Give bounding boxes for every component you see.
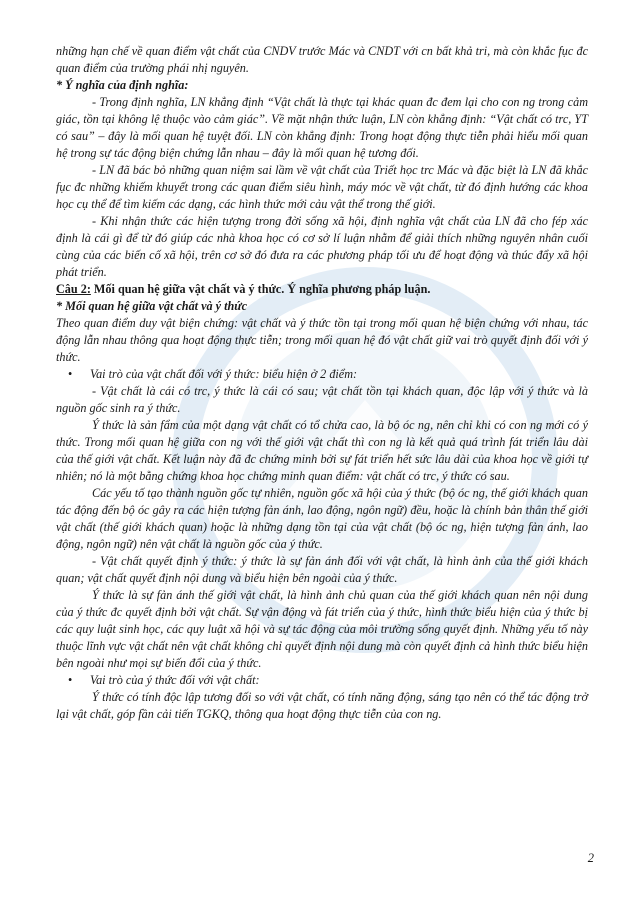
paragraph-consciousness-1: Ý thức có tính độc lập tương đối so với vật chất, có tính năng động, sáng tạo nên có thể tác động trở lại vật chất, góp fần cải tiến TGKQ, thông qua hoạt động thực tiễn của con ng. <box>56 690 588 721</box>
question-title: Mối quan hệ giữa vật chất và ý thức. Ý nghĩa phương pháp luận. <box>90 282 431 296</box>
bullet-item-matter-role <box>56 366 588 383</box>
section-heading-relation: * Mối quan hệ giữa vật chất và ý thức <box>56 299 247 313</box>
paragraph-relation: Theo quan điểm duy vật biện chứng: vật chất và ý thức tồn tại trong mối quan hệ biện chứng với nhau, tác động lẫn nhau thông qua hoạt động thực tiễn; trong mối quan hệ đó vật chất giữ vai trò quyết định đối với ý thức. <box>56 316 588 364</box>
paragraph-meaning-2: - LN đã bác bỏ những quan niệm sai lầm về vật chất của Triết học trc Mác và đặc biệt là LN đã khắc fục đc những khiếm khuyết trong các quan điểm siêu hình, máy móc về vật chất, từ đó định hướng các khoa học cụ thể để tìm kiếm các dạng, các hình thức mới cảu vật thể trong thế giới. <box>56 163 588 211</box>
page-number: 2 <box>587 851 594 865</box>
paragraph-meaning-3: - Khi nhận thức các hiện tượng trong đời sống xã hội, định nghĩa vật chất của LN đã cho fép xác định là cái gì để từ đó giúp các nhà khoa học có cơ sở lí luận nhằm để giải thích những nguyên nhân cuối cùng của các biến cố xã hội, trên cơ sở đó đưa ra các phương pháp tối ưu để hoạt động và thúc đẩy xã hội phát triển. <box>56 214 588 279</box>
paragraph-intro: những hạn chế về quan điểm vật chất của CNDV trước Mác và CNDT với cn bất khả tri, mà còn khắc fục đc quan điểm của trường phái nhị nguyên. <box>56 44 588 75</box>
paragraph-matter-3: Các yếu tố tạo thành nguồn gốc tự nhiên, nguồn gốc xã hội của ý thức (bộ óc ng, thế giới khách quan tác động đến bộ óc gây ra các hiện tượng fản ánh, lao động, ngôn ngữ) đều, hoặc là chính bản thân thế giới vật chất (thế giới khách quan) hoặc là những dạng tồn tại của vật chất (bộ óc ng, hiện tượng fản ánh, lao động, ngôn ngữ) nên vật chất là nguồn gốc của ý thức. <box>56 486 588 551</box>
bullet-text: Vai trò của ý thức đối với vật chất: <box>90 673 260 687</box>
bullet-text: Vai trò của vật chất đối với ý thức: biểu hiện ở 2 điểm: <box>90 367 358 381</box>
paragraph-matter-2: Ý thức là sản fẩm của một dạng vật chất có tổ chửa cao, là bộ óc ng, nên chỉ khi có con ng mới có ý thức. Trong mối quan hệ giữa con ng với thế giới vật chất thì con ng là kết quả quá trình fát triển lâu dài của thế giới vật chất. Kết luận này đã đc chứng minh bởi sự fát triển hết sức lâu dài của khoa học về giới tự nhiên; nó là một bằng chứng khoa học chứng minh quan điểm: vật chất có trc, ý thức có sau. <box>56 418 588 483</box>
bullet-icon: • <box>68 367 73 381</box>
paragraph-meaning-1: - Trong định nghĩa, LN khẳng định “Vật chất là thực tại khác quan đc đem lại cho con ng trong cảm giác, tồn tại không lệ thuộc vào cảm giác”. Về mặt nhận thức luận, LN còn khẳng định: “Vật chất có trc, YT có sau” – đây là mối quan hệ tuyệt đối. LN còn khẳng định: Trong hoạt động thực tiễn phải hiểu mối quan hệ trong sự tác động biện chứng lẫn nhau – đây là mối quan hệ tương đối. <box>56 95 588 160</box>
section-heading-meaning: * Ý nghĩa của định nghĩa: <box>56 78 189 92</box>
question-number: Câu 2: <box>56 282 91 296</box>
bullet-icon: • <box>68 673 73 687</box>
document-body <box>56 43 588 723</box>
question-heading <box>56 281 588 298</box>
bullet-item-consciousness-role <box>56 672 588 689</box>
paragraph-matter-5: Ý thức là sự fản ánh thế giới vật chất, là hình ảnh chủ quan của thế giới khách quan nên nội dung của ý thức đc quyết định bởi vật chất. Sự vận động và fát triển của ý thức, hình thức biểu hiện của ý thức bị các quy luật sinh học, các quy luật xã hội và sự tác động của môi trường sống quyết định. Những yếu tố này thuộc lĩnh vực vật chất nên vật chất không chỉ quyết định nội dung mà còn quyết định cả hình thức biểu hiện bên ngoài như mọi sự biến đổi của ý thức. <box>56 588 588 670</box>
paragraph-matter-4: - Vật chất quyết định ý thức: ý thức là sự fản ánh đối với vật chất, là hình ảnh của thế giới khách quan; vật chất quyết định nội dung và biểu hiện bên ngoài của ý thức. <box>56 554 588 585</box>
paragraph-matter-1: - Vật chất là cái có trc, ý thức là cái có sau; vật chất tồn tại khách quan, độc lập với ý thức và là nguồn gốc sinh ra ý thức. <box>56 384 588 415</box>
